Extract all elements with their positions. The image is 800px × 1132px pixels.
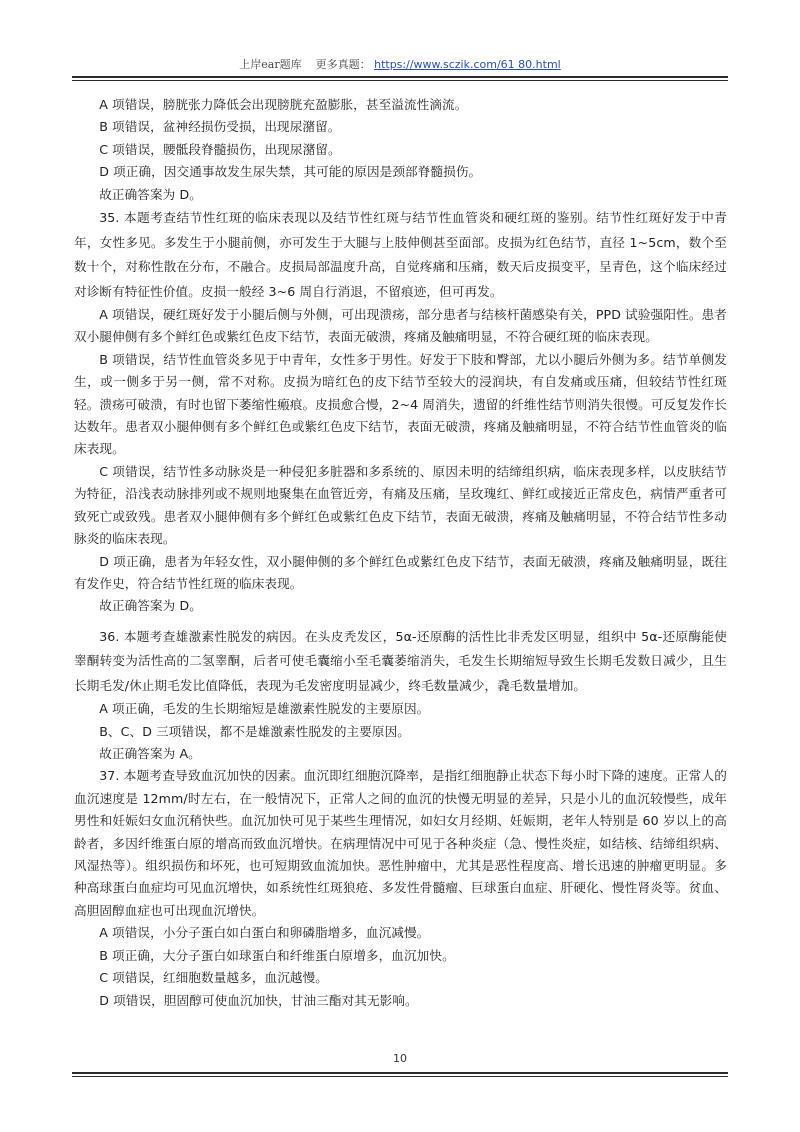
paragraph: B、C、D 三项错误，都不是雄激素性脱发的主要原因。: [99, 723, 410, 739]
paragraph: D 项正确，因交通事故发生尿失禁，其可能的原因是颈部脊髓损伤。: [99, 164, 482, 180]
paragraph: C 项错误，腰骶段脊髓损伤，出现尿潴留。: [99, 141, 341, 157]
paragraph: C 项错误，红细胞数量越多，血沉越慢。: [99, 970, 328, 986]
paragraph: A 项错误，膀胱张力降低会出现膀胱充盈膨胀，甚至溢流性滴流。: [99, 97, 468, 112]
document-body: [74, 94, 727, 1012]
question-36-explanation: 36. 本题考查雄激素性脱发的病因。在头皮秃发区，5α-还原酶的活性比非秃发区明显，组织中 5α-还原酶能使睾酮转变为活性高的二氢睾酮，后者可使毛囊缩小至毛囊萎缩消失，毛发生长期缩短导致生长期毛发数日减少，且生长期毛发/休止期毛发比值降低，表现为毛发密度明显减少，终毛数量减少，毳毛数量增加。: [74, 628, 727, 693]
paragraph: A 项错误，小分子蛋白如白蛋白和卵磷脂增多，血沉减慢。: [99, 925, 430, 941]
question-37-explanation: 37. 本题考查导致血沉加快的因素。血沉即红细胞沉降率，是指红细胞静止状态下每小时下降的速度。正常人的血沉速度是 12mm/时左右，在一般情况下，正常人之间的血沉的快慢无明显的差异，只是小儿的血沉较慢些，成年男性和妊娠妇女血沉稍快些。血沉加快可见于某些生理情况，如妇女月经期、妊娠期，老年人特别是 60 岁以上的高龄者，多因纤维蛋白原的增高而致血沉增快。在病理情况中可见于各种炎症（急、慢性炎症，如结核、结缔组织病、风湿热等）。组织损伤和坏死，也可短期致血流加快。恶性肿瘤中，尤其是恶性程度高、增长迅速的肿瘤更明显。多种高球蛋白血症均可见血沉增快，如系统性红斑狼疮、多发性骨髓瘤、巨球蛋白血症、肝硬化、慢性肾炎等。贫血、高胆固醇血症也可出现血沉增快。: [74, 768, 727, 918]
paragraph: C 项错误，结节性多动脉炎是一种侵犯多脏器和多系统的、原因未明的结缔组织病，临床表现多样，以皮肤结节为特征，沿浅表动脉排列或不规则地聚集在血管近旁，有痛及压痛，呈玫瑰红、鲜红或接近正常皮色，病情严重者可致死亡或致残。患者双小腿伸侧有多个鲜红色或紫红色皮下结节，表面无破溃，疼痛及触痛明显，不符合结节性多动脉炎的临床表现。: [74, 463, 727, 547]
page-number: 10: [393, 1052, 407, 1065]
header-divider-thin: [72, 80, 728, 81]
footer-divider-thin: [72, 1076, 728, 1077]
paragraph: A 项正确，毛发的生长期缩短是雄激素性脱发的主要原因。: [99, 701, 430, 717]
footer-divider: [72, 1072, 728, 1074]
header-url-link[interactable]: https://www.sczik.com/61 80.html: [374, 58, 561, 71]
header-divider: [72, 76, 728, 78]
paragraph: A 项错误，硬红斑好发于小腿后侧与外侧，可出现溃疡，部分患者与结核杆菌感染有关，PPD 试验强阳性。患者双小腿伸侧有多个鲜红色或紫红色皮下结节，表面无破溃，疼痛及触痛明显，不符合硬红斑的临床表现。: [74, 307, 727, 345]
paragraph: B 项错误，盆神经损伤受损，出现尿潴留。: [99, 119, 341, 135]
paragraph: D 项正确，患者为年轻女性，双小腿伸侧的多个鲜红色或紫红色皮下结节，表面无破溃，疼痛及触痛明显，既往有发作史，符合结节性红斑的临床表现。: [74, 553, 727, 591]
paragraph: B 项错误，结节性血管炎多见于中青年，女性多于男性。好发于下肢和臀部，尤以小腿后外侧为多。结节单侧发生，或一侧多于另一侧，常不对称。皮损为暗红色的皮下结节至较大的浸润块，有自发痛或压痛，但较结节性红斑轻。溃疡可破溃，有时也留下萎缩性瘢痕。皮损愈合慢，2~4 周消失，遗留的纤维性结节则消失很慢。可反复发作长达数年。患者双小腿伸侧有多个鲜红色或紫红色皮下结节，表面无破溃，疼痛及触痛明显，不符合结节性血管炎的临床表现。: [74, 351, 727, 457]
header-site-name: 上岸ear题库: [239, 58, 302, 71]
paragraph: B 项正确，大分子蛋白如球蛋白和纤维蛋白原增多，血沉加快。: [99, 947, 455, 963]
question-35-explanation: 35. 本题考查结节性红斑的临床表现以及结节性红斑与结节性血管炎和硬红斑的鉴别。结节性红斑好发于中青年，女性多见。多发生于小腿前侧，亦可发生于大腿与上肢伸侧甚至面部。皮损为红色结节，直径 1~5cm，数个至数十个，对称性散在分布，不融合。皮损局部温度升高，自觉疼痛和压痛，数天后皮损变平，呈青色，这个临床经过对诊断有特征性价值。皮损一般经 3~6 周自行消退，不留痕迹，但可再发。: [74, 210, 727, 299]
paragraph: 故正确答案为 A。: [99, 746, 201, 762]
page-header: [0, 56, 800, 72]
paragraph: 故正确答案为 D。: [99, 598, 202, 614]
paragraph: D 项错误，胆固醇可使血沉加快，甘油三酯对其无影响。: [99, 992, 418, 1008]
paragraph: 故正确答案为 D。: [99, 186, 202, 202]
header-label: 更多真题：: [315, 58, 371, 71]
